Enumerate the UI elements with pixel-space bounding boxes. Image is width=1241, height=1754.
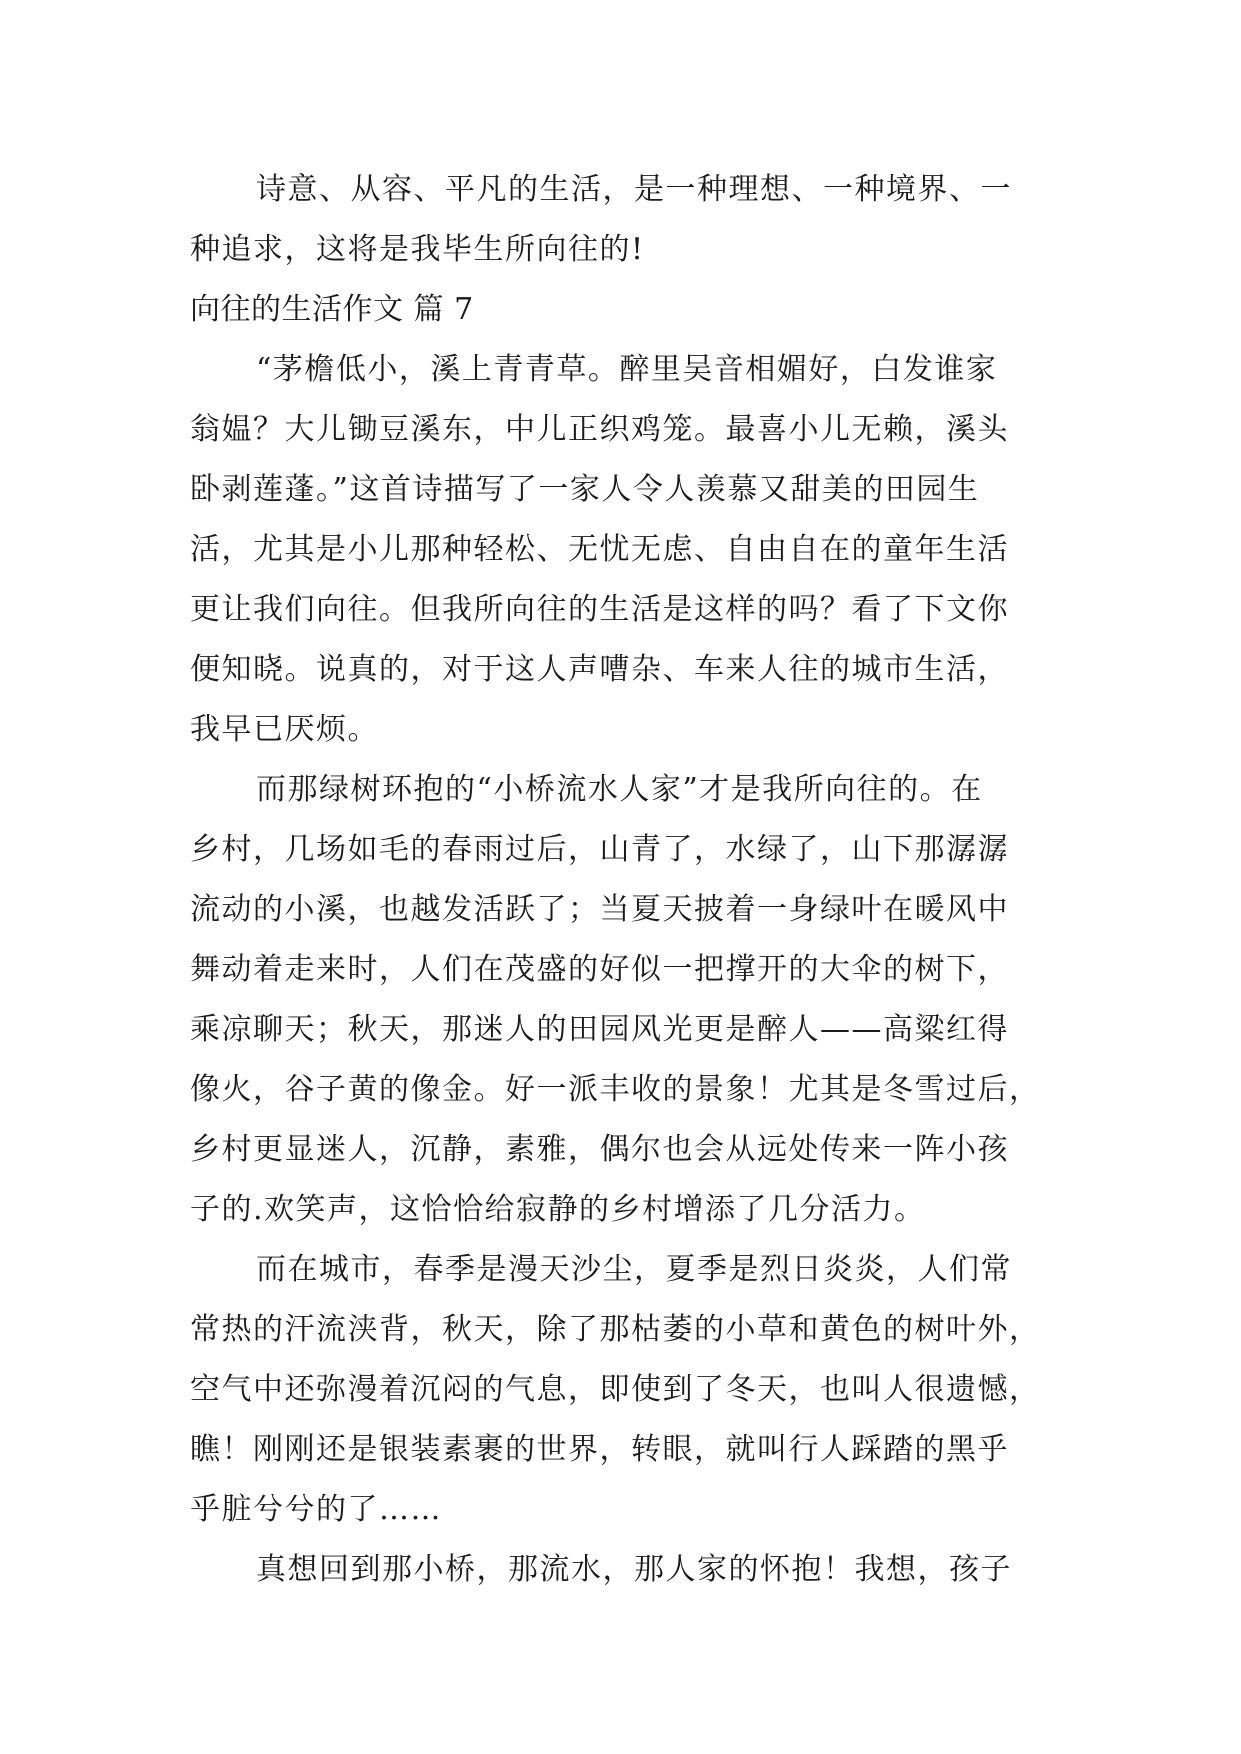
section-heading: 向往的生活作文 篇 7	[190, 292, 474, 327]
text-line: 而那绿树环抱的“小桥流水人家”才是我所向往的。在	[256, 772, 983, 807]
text-line: 而在城市，春季是漫天沙尘，夏季是烈日炎炎，人们常	[256, 1252, 1012, 1287]
text-line: 乎脏兮兮的了……	[190, 1492, 442, 1527]
text-line: 瞧！刚刚还是银装素裹的世界，转眼，就叫行人踩踏的黑乎	[190, 1432, 1009, 1467]
text-line: 诗意、从容、平凡的生活，是一种理想、一种境界、一	[256, 172, 1012, 207]
text-line: 种追求，这将是我毕生所向往的!	[190, 232, 645, 267]
text-line: 舞动着走来时，人们在茂盛的好似一把撑开的大伞的树下，	[190, 952, 1009, 987]
text-line: 活，尤其是小儿那种轻松、无忧无虑、自由自在的童年生活	[190, 532, 1009, 567]
text-line: “茅檐低小，溪上青青草。醉里吴音相媚好，白发谁家	[256, 352, 998, 387]
text-line: 流动的小溪，也越发活跃了；当夏天披着一身绿叶在暖风中	[190, 892, 1009, 927]
text-line: 空气中还弥漫着沉闷的气息，即使到了冬天，也叫人很遗憾，	[190, 1372, 1041, 1407]
document-body	[190, 160, 1050, 1600]
text-line: 卧剥莲蓬。”这首诗描写了一家人令人羡慕又甜美的田园生	[190, 472, 980, 507]
text-line: 我早已厌烦。	[190, 712, 379, 747]
text-line: 便知晓。说真的，对于这人声嘈杂、车来人往的城市生活，	[190, 652, 1009, 687]
text-line: 乘凉聊天；秋天，那迷人的田园风光更是醉人——高粱红得	[190, 1012, 1009, 1047]
text-line: 像火，谷子黄的像金。好一派丰收的景象！尤其是冬雪过后，	[190, 1072, 1041, 1107]
text-line: 翁媪？大儿锄豆溪东，中儿正织鸡笼。最喜小儿无赖，溪头	[190, 412, 1009, 447]
text-line: 子的.欢笑声，这恰恰给寂静的乡村增添了几分活力。	[190, 1192, 926, 1227]
text-line: 更让我们向往。但我所向往的生活是这样的吗？看了下文你	[190, 592, 1009, 627]
text-line: 真想回到那小桥，那流水，那人家的怀抱！我想，孩子	[256, 1552, 1012, 1587]
text-line: 乡村更显迷人，沉静，素雅，偶尔也会从远处传来一阵小孩	[190, 1132, 1009, 1167]
text-line: 常热的汗流浃背，秋天，除了那枯萎的小草和黄色的树叶外，	[190, 1312, 1041, 1347]
text-line: 乡村，几场如毛的春雨过后，山青了，水绿了，山下那潺潺	[190, 832, 1009, 867]
